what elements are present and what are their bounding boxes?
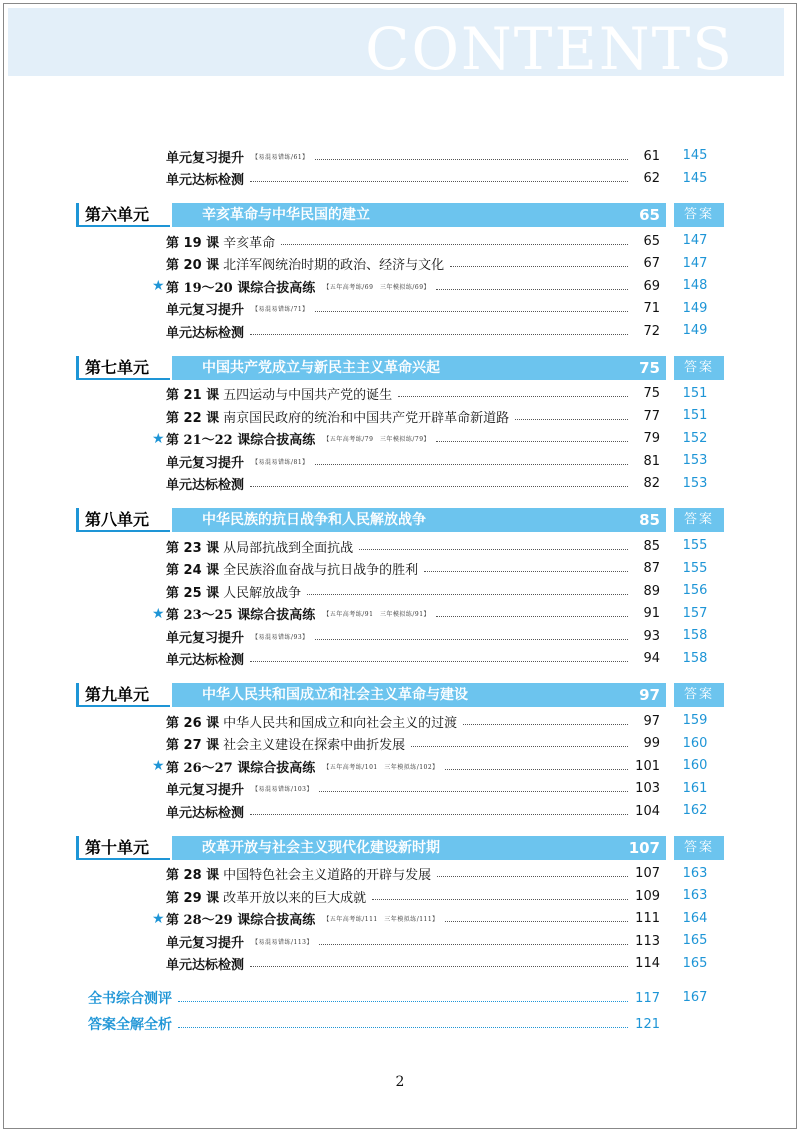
unit-header[interactable] <box>76 203 724 227</box>
entry-page: 67 <box>643 256 660 271</box>
star-icon: ★ <box>152 910 165 927</box>
final-entry[interactable] <box>88 988 660 1008</box>
dot-leader <box>359 549 628 550</box>
answer-label: 答案 <box>674 836 724 860</box>
dot-leader <box>319 944 628 945</box>
answer-page: 160 <box>682 735 708 751</box>
unit-page: 97 <box>639 686 660 704</box>
answer-page: 158 <box>682 650 708 666</box>
unit-title-bar <box>172 836 742 860</box>
entry-page: 114 <box>635 956 660 971</box>
entry-page: 77 <box>643 408 660 424</box>
entry-page: 94 <box>643 651 660 666</box>
answer-page: 147 <box>682 255 708 271</box>
toc-entry[interactable] <box>166 864 660 884</box>
answer-page: 147 <box>682 233 708 248</box>
toc-entry[interactable] <box>152 429 660 449</box>
answer-label: 答案 <box>674 356 724 380</box>
entry-page: 101 <box>635 758 660 774</box>
entry-title: 单元达标检测 <box>166 173 245 188</box>
entry-title: 第 26～27 课综合拔高练 <box>166 760 316 776</box>
entry-page: 107 <box>635 866 660 881</box>
lesson-number: 第 24 课 <box>166 563 220 578</box>
toc-entry[interactable] <box>166 734 660 754</box>
entry-page: 65 <box>643 233 660 249</box>
answer-page: 160 <box>682 758 708 773</box>
dot-leader <box>411 746 628 747</box>
toc-entry[interactable] <box>166 954 660 974</box>
unit-page: 107 <box>628 838 660 857</box>
final-title: 全书综合测评 <box>88 991 172 1007</box>
entry-page: 103 <box>635 781 660 796</box>
entry-title: 第 28～29 课综合拔高练 <box>166 913 316 928</box>
entry-note: 【五年高考练/69 三年模拟练/69】 <box>323 283 431 291</box>
lesson-number: 第 25 课 <box>166 585 220 601</box>
star-icon: ★ <box>152 278 165 294</box>
dot-leader <box>250 814 628 815</box>
toc-entry[interactable] <box>166 626 660 646</box>
lesson-number: 第 21 课 <box>166 388 220 403</box>
entry-title: 单元达标检测 <box>166 478 245 493</box>
final-entry[interactable] <box>88 1014 660 1034</box>
page-number: 2 <box>395 1074 405 1090</box>
toc-entry[interactable] <box>166 169 660 189</box>
entry-page: 71 <box>643 301 660 316</box>
star-icon: ★ <box>152 605 165 622</box>
entry-page: 69 <box>643 278 660 294</box>
answer-label: 答案 <box>674 508 724 532</box>
dot-leader <box>445 921 628 922</box>
star-icon: ★ <box>152 758 165 774</box>
dot-leader <box>281 244 628 245</box>
unit-title-bar <box>172 508 742 532</box>
entry-note: 【易混易错练/61】 <box>252 153 309 161</box>
answer-page: 148 <box>682 278 708 293</box>
entry-page: 81 <box>643 453 660 469</box>
answer-page: 159 <box>682 713 708 728</box>
dot-leader <box>436 616 628 617</box>
lesson-number: 第 19 课 <box>166 235 220 251</box>
dot-leader <box>319 791 628 792</box>
entry-title: 单元达标检测 <box>166 805 245 821</box>
entry-page: 93 <box>643 628 660 644</box>
answer-page: 167 <box>682 990 708 1005</box>
unit-header[interactable] <box>76 508 724 532</box>
answer-page: 155 <box>682 538 708 553</box>
entry-page: 109 <box>635 888 660 904</box>
entry-page: 87 <box>643 561 660 576</box>
entry-title: 改革开放以来的巨大成就 <box>223 890 367 906</box>
unit-title: 中华人民共和国成立和社会主义革命与建设 <box>202 687 468 703</box>
entry-page: 97 <box>643 713 660 729</box>
dot-leader <box>398 396 628 397</box>
unit-title-bar <box>172 203 742 227</box>
entry-note: 【五年高考练/101 三年模拟练/102】 <box>323 763 439 771</box>
entry-page: 113 <box>635 933 660 949</box>
dot-leader <box>178 1001 628 1002</box>
entry-title: 单元复习提升 <box>166 935 245 951</box>
dot-leader <box>315 464 628 465</box>
lesson-number: 第 20 课 <box>166 258 220 273</box>
lesson-number: 第 27 课 <box>166 738 220 753</box>
unit-bar-background <box>172 836 666 860</box>
dot-leader <box>250 334 628 335</box>
banner-title: CONTENTS <box>365 15 734 76</box>
entry-title: 单元复习提升 <box>166 303 245 318</box>
dot-leader <box>372 899 628 900</box>
dot-leader <box>450 266 628 267</box>
toc-entry[interactable] <box>152 756 660 776</box>
answer-page: 165 <box>682 933 708 948</box>
toc-entry[interactable] <box>166 451 660 471</box>
toc-entry[interactable] <box>166 581 660 601</box>
entry-note: 【五年高考练/79 三年模拟练/79】 <box>323 436 431 443</box>
entry-title: 第 23～25 课综合拔高练 <box>166 608 316 623</box>
entry-title: 单元达标检测 <box>166 653 245 668</box>
dot-leader <box>250 181 628 182</box>
entry-title: 中国特色社会主义道路的开辟与发展 <box>223 868 432 883</box>
unit-title: 辛亥革命与中华民国的建立 <box>202 207 370 223</box>
answer-page: 145 <box>682 170 708 186</box>
answer-page: 156 <box>682 583 708 598</box>
toc-entry[interactable] <box>166 711 660 731</box>
answer-page: 157 <box>682 605 708 621</box>
final-page: 121 <box>635 1016 660 1032</box>
unit-label: 第十单元 <box>76 836 170 860</box>
entry-title: 南京国民政府的统治和中国共产党开辟革命新道路 <box>223 410 510 426</box>
entry-note: 【易混易错练/81】 <box>252 458 309 466</box>
unit-label: 第七单元 <box>76 356 170 380</box>
answer-label: 答案 <box>674 203 724 227</box>
answer-page: 158 <box>682 628 708 643</box>
toc-entry[interactable] <box>166 321 660 341</box>
entry-title: 单元复习提升 <box>166 150 245 166</box>
toc-entry[interactable] <box>166 474 660 494</box>
entry-title: 单元复习提升 <box>166 630 245 646</box>
unit-header[interactable] <box>76 356 724 380</box>
dot-leader <box>463 724 628 725</box>
entry-title: 全民族浴血奋战与抗日战争的胜利 <box>223 563 419 578</box>
unit-label: 第九单元 <box>76 683 170 707</box>
dot-leader <box>437 876 628 877</box>
toc-entry[interactable] <box>152 276 660 296</box>
star-icon: ★ <box>152 430 165 447</box>
entry-page: 72 <box>643 323 660 339</box>
unit-page: 65 <box>639 206 660 224</box>
dot-leader <box>315 159 628 160</box>
entry-title: 北洋军阀统治时期的政治、经济与文化 <box>223 258 445 273</box>
answer-page: 162 <box>682 803 708 818</box>
unit-title: 改革开放与社会主义现代化建设新时期 <box>202 839 440 856</box>
entry-title: 第 19～20 课综合拔高练 <box>166 280 316 296</box>
toc-entry[interactable] <box>166 299 660 319</box>
answer-page: 153 <box>682 453 708 468</box>
entry-note: 【五年高考练/91 三年模拟练/91】 <box>323 611 431 618</box>
lesson-number: 第 29 课 <box>166 890 220 906</box>
toc-entry[interactable] <box>166 886 660 906</box>
entry-title: 社会主义建设在探索中曲折发展 <box>223 738 406 753</box>
entry-page: 99 <box>643 736 660 751</box>
answer-page: 153 <box>682 475 708 491</box>
dot-leader <box>315 311 628 312</box>
answer-page: 145 <box>682 148 708 163</box>
unit-title-bar <box>172 356 742 380</box>
answer-page: 165 <box>682 955 708 971</box>
entry-page: 89 <box>643 583 660 599</box>
answer-page: 152 <box>682 430 708 446</box>
unit-page: 75 <box>639 358 660 377</box>
entry-page: 104 <box>635 803 660 819</box>
dot-leader <box>445 769 628 770</box>
toc-entry[interactable] <box>166 231 660 251</box>
dot-leader <box>178 1027 628 1028</box>
final-page: 117 <box>635 990 660 1006</box>
toc-entry[interactable] <box>166 536 660 556</box>
toc-entry[interactable] <box>166 146 660 166</box>
answer-page: 151 <box>682 385 708 401</box>
dot-leader <box>424 571 628 572</box>
unit-header[interactable] <box>76 683 724 707</box>
lesson-number: 第 23 课 <box>166 540 220 556</box>
answer-page: 163 <box>682 888 708 903</box>
toc-entry[interactable] <box>152 909 660 929</box>
dot-leader <box>436 441 628 442</box>
toc-entry[interactable] <box>166 801 660 821</box>
dot-leader <box>250 966 628 967</box>
dot-leader <box>250 661 628 662</box>
toc-entry[interactable] <box>166 254 660 274</box>
entry-title: 人民解放战争 <box>223 585 302 601</box>
entry-title: 中华人民共和国成立和向社会主义的过渡 <box>223 715 458 731</box>
dot-leader <box>436 289 628 290</box>
entry-title: 第 21～22 课综合拔高练 <box>166 433 316 448</box>
unit-bar-background <box>172 356 666 380</box>
unit-bar-background <box>172 203 666 227</box>
unit-title: 中华民族的抗日战争和人民解放战争 <box>202 512 426 528</box>
answer-page: 149 <box>682 323 708 338</box>
toc-entry[interactable] <box>166 779 660 799</box>
unit-title: 中国共产党成立与新民主主义革命兴起 <box>202 359 440 376</box>
entry-page: 91 <box>643 606 660 621</box>
answer-page: 161 <box>682 780 708 796</box>
dot-leader <box>250 486 628 487</box>
final-title: 答案全解全析 <box>88 1017 172 1033</box>
lesson-number: 第 26 课 <box>166 715 220 731</box>
toc-entry[interactable] <box>166 406 660 426</box>
unit-bar-background <box>172 683 666 707</box>
unit-bar-background <box>172 508 666 532</box>
entry-note: 【五年高考练/111 三年模拟练/111】 <box>323 916 439 923</box>
unit-header[interactable] <box>76 836 724 860</box>
answer-page: 155 <box>682 560 708 576</box>
unit-label: 第六单元 <box>76 203 170 227</box>
answer-label: 答案 <box>674 683 724 707</box>
dot-leader <box>307 594 628 595</box>
unit-title-bar <box>172 683 742 707</box>
entry-note: 【易混易错练/71】 <box>252 306 309 313</box>
answer-page: 151 <box>682 408 708 423</box>
entry-title: 从局部抗战到全面抗战 <box>223 540 354 556</box>
toc-entry[interactable] <box>166 559 660 579</box>
toc-entry[interactable] <box>152 604 660 624</box>
dot-leader <box>315 639 628 640</box>
entry-note: 【易混易错练/103】 <box>252 786 313 793</box>
answer-page: 149 <box>682 300 708 316</box>
entry-page: 62 <box>643 171 660 186</box>
entry-note: 【易混易错练/93】 <box>252 633 309 641</box>
toc-entry[interactable] <box>166 649 660 669</box>
entry-page: 111 <box>635 911 660 926</box>
entry-note: 【易混易错练/113】 <box>252 938 313 946</box>
entry-page: 61 <box>643 148 660 164</box>
unit-page: 85 <box>639 511 660 529</box>
entry-title: 单元复习提升 <box>166 455 245 471</box>
lesson-number: 第 28 课 <box>166 868 220 883</box>
entry-title: 单元达标检测 <box>166 325 245 341</box>
entry-page: 75 <box>643 386 660 401</box>
entry-title: 单元达标检测 <box>166 958 245 973</box>
toc-entry[interactable] <box>166 931 660 951</box>
entry-title: 单元复习提升 <box>166 783 245 798</box>
entry-title: 辛亥革命 <box>223 235 276 251</box>
entry-page: 79 <box>643 431 660 446</box>
answer-page: 163 <box>682 865 708 881</box>
entry-title: 五四运动与中国共产党的诞生 <box>223 388 393 403</box>
lesson-number: 第 22 课 <box>166 410 220 426</box>
unit-label: 第八单元 <box>76 508 170 532</box>
entry-page: 82 <box>643 476 660 491</box>
entry-page: 85 <box>643 538 660 554</box>
toc-entry[interactable] <box>166 384 660 404</box>
contents-banner <box>8 8 784 76</box>
answer-page: 164 <box>682 910 708 926</box>
dot-leader <box>515 419 628 420</box>
